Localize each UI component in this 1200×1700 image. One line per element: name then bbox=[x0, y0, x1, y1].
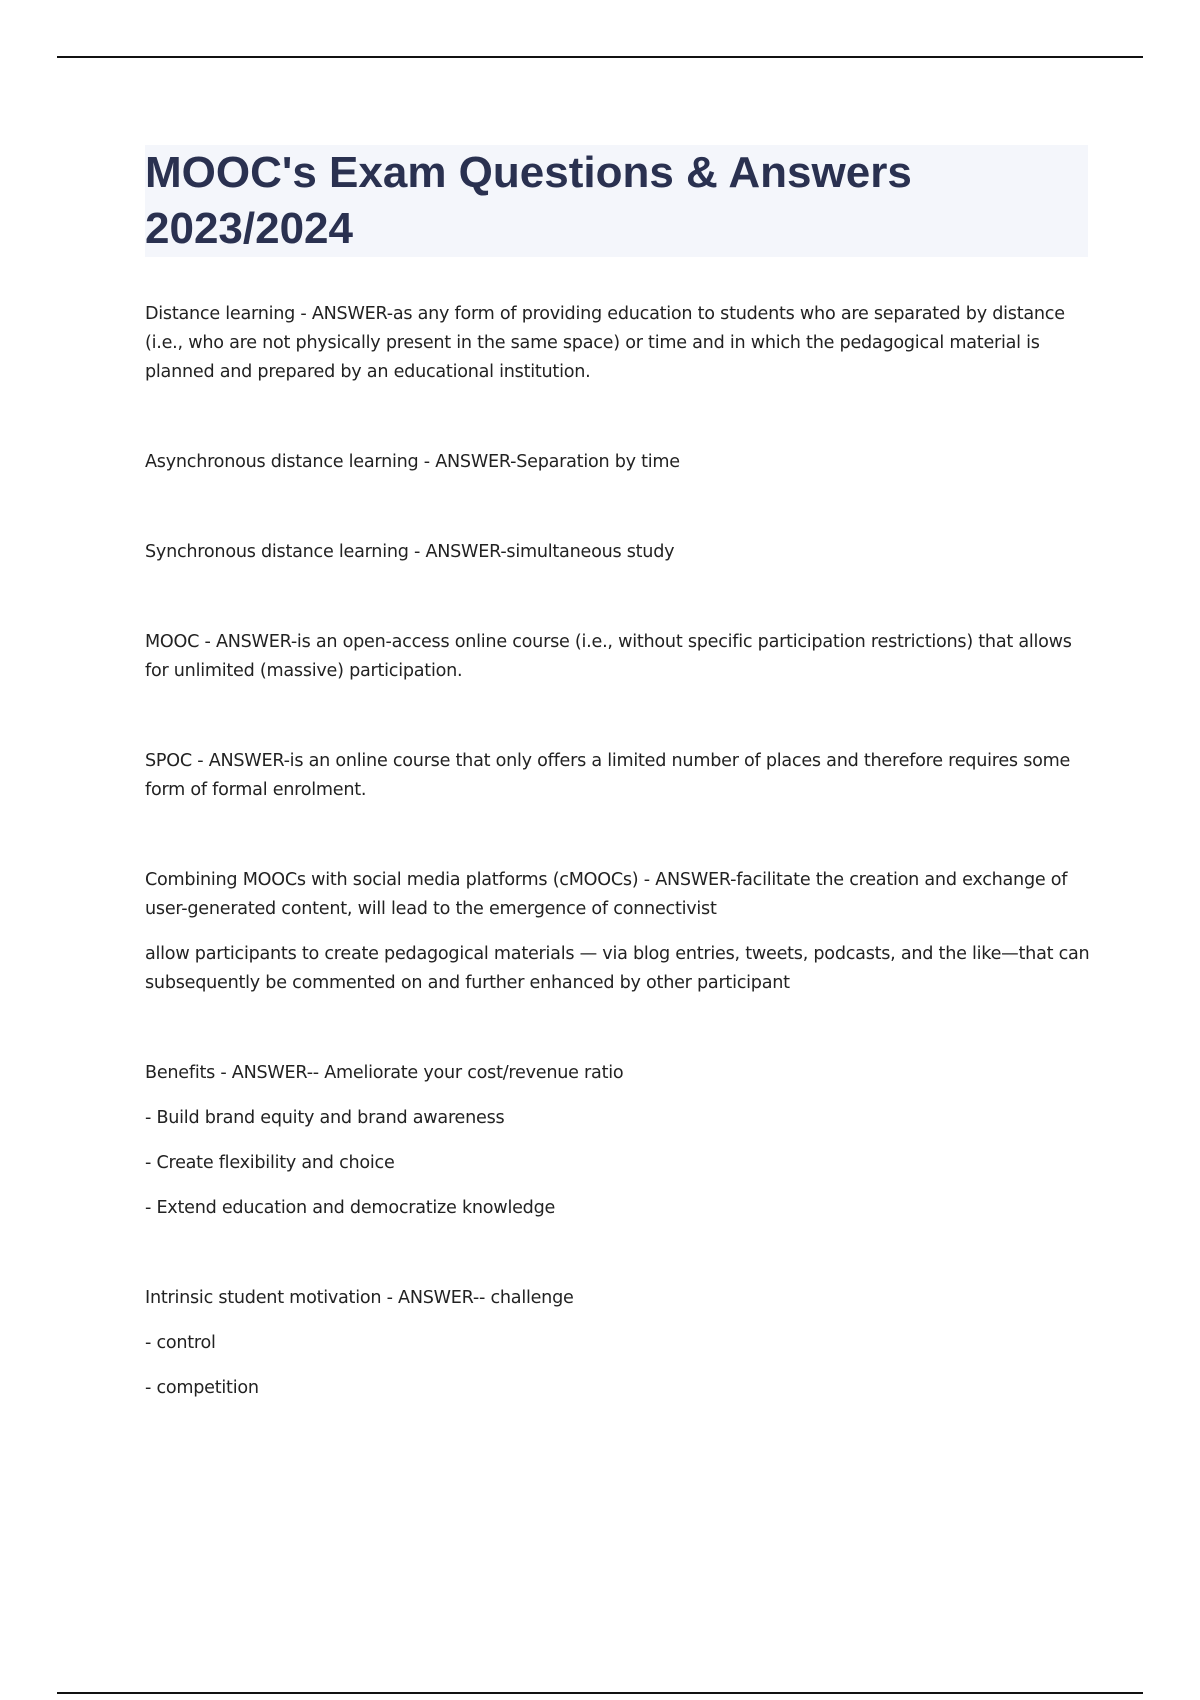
qa-entry-cmoocs bbox=[145, 866, 1095, 998]
qa-paragraph: Asynchronous distance learning - ANSWER-Separation by time bbox=[145, 452, 680, 472]
qa-paragraph: Intrinsic student motivation - ANSWER-- challenge bbox=[145, 1288, 574, 1308]
page-title: MOOC's Exam Questions & Answers 2023/2024 bbox=[145, 148, 912, 253]
qa-paragraph: Benefits - ANSWER-- Ameliorate your cost/revenue ratio bbox=[145, 1063, 624, 1083]
qa-entry-asynchronous bbox=[145, 448, 1095, 477]
qa-paragraph: Distance learning - ANSWER-as any form of providing education to students who are separated by distance (i.e., who are not physically present in the same space) or time and in which the pedagogical material is planned and prepared by an educational institution. bbox=[145, 304, 1065, 382]
qa-entry-synchronous bbox=[145, 538, 1095, 567]
bottom-rule bbox=[57, 1692, 1143, 1694]
top-rule bbox=[57, 56, 1143, 58]
qa-paragraph: Synchronous distance learning - ANSWER-simultaneous study bbox=[145, 542, 675, 562]
qa-paragraph: allow participants to create pedagogical materials — via blog entries, tweets, podcasts, and the like—that can subsequently be commented on and further enhanced by other participant bbox=[145, 944, 1090, 993]
list-item: - Build brand equity and brand awareness bbox=[145, 1108, 505, 1128]
qa-paragraph: MOOC - ANSWER-is an open-access online course (i.e., without specific participation restrictions) that allows for unlimited (massive) participation. bbox=[145, 632, 1072, 681]
list-item: - Extend education and democratize knowledge bbox=[145, 1198, 556, 1218]
list-item: - Create flexibility and choice bbox=[145, 1153, 395, 1173]
qa-entry-mooc bbox=[145, 628, 1095, 686]
qa-entry-intrinsic-motivation bbox=[145, 1284, 1095, 1403]
qa-paragraph: SPOC - ANSWER-is an online course that only offers a limited number of places and therefore requires some form of formal enrolment. bbox=[145, 751, 1071, 800]
qa-paragraph: Combining MOOCs with social media platforms (cMOOCs) - ANSWER-facilitate the creation and exchange of user-generated content, will lead to the emergence of connectivist bbox=[145, 870, 1068, 919]
list-item: - competition bbox=[145, 1378, 259, 1398]
qa-entry-spoc bbox=[145, 747, 1095, 805]
qa-content bbox=[145, 300, 1095, 1464]
list-item: - control bbox=[145, 1333, 216, 1353]
qa-entry-distance-learning bbox=[145, 300, 1095, 387]
qa-entry-benefits bbox=[145, 1059, 1095, 1223]
